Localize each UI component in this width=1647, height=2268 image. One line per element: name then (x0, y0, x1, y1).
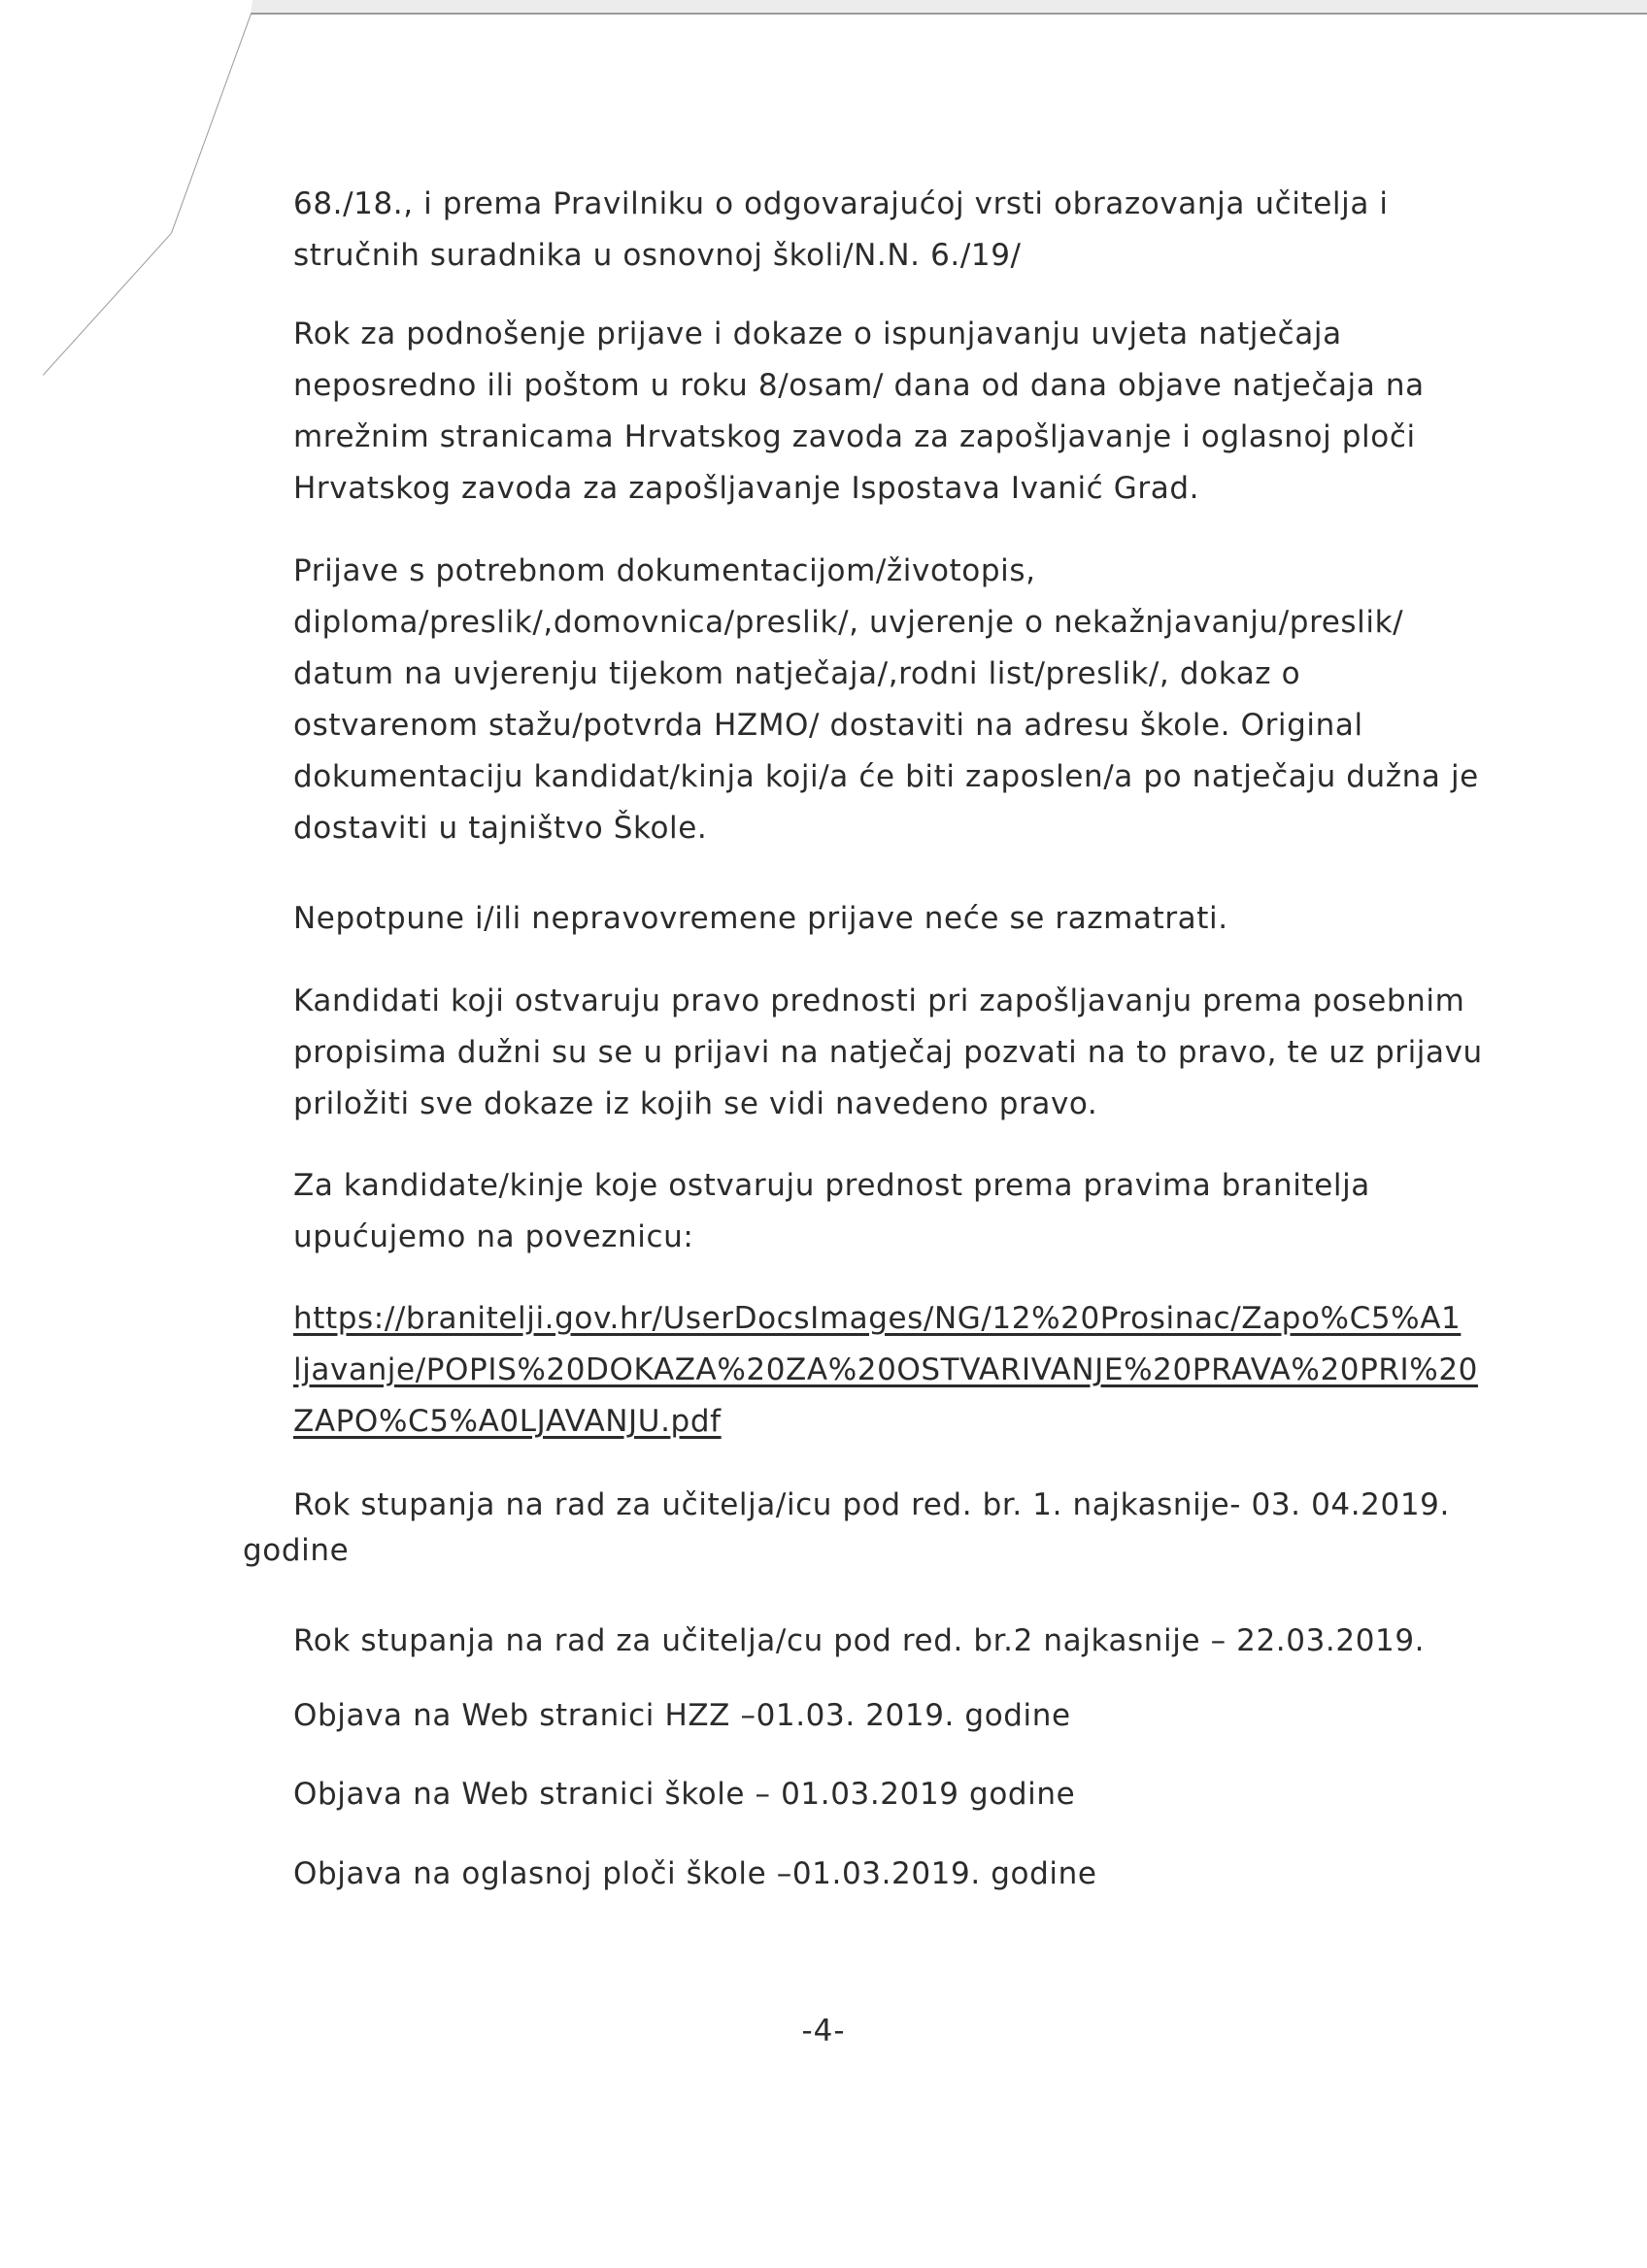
publication-school-web: Objava na Web stranici škole – 01.03.2019 godine (293, 1777, 1076, 1812)
intro-line: stručnih suradnika u osnovnoj školi/N.N. 6./19/ (293, 238, 1022, 273)
incomplete-applications-notice (293, 893, 1497, 945)
documents-line: dokumentaciju kandidat/kinja koji/a će biti zaposlen/a po natječaju dužna je (293, 759, 1479, 794)
link-line[interactable]: https://branitelji.gov.hr/UserDocsImages/NG/12%20Prosinac/Zapo%C5%A1 (293, 1301, 1462, 1336)
intro-line: 68./18., i prema Pravilniku o odgovarajućoj vrsti obrazovanja učitelja i (293, 186, 1389, 221)
start-date-2-line: Rok stupanja na rad za učitelja/cu pod red. br.2 najkasnije – 22.03.2019. (293, 1623, 1426, 1658)
priority-line: propisima dužni su se u prijavi na natječaj pozvati na to pravo, te uz prijavu (293, 1035, 1483, 1070)
deadline-line: Hrvatskog zavoda za zapošljavanje Ispostava Ivanić Grad. (293, 471, 1200, 506)
start-date-1-continuation: godine (243, 1533, 350, 1568)
veterans-line: upućujemo na poveznicu: (293, 1219, 694, 1254)
veterans-link[interactable] (293, 1293, 1497, 1448)
application-deadline-paragraph (293, 309, 1497, 515)
required-documents-paragraph (293, 546, 1497, 854)
documents-line: dostaviti u tajništvo Škole. (293, 811, 708, 846)
documents-line: datum na uvjerenju tijekom natječaja/,rodni list/preslik/, dokaz o (293, 656, 1301, 691)
priority-line: Kandidati koji ostvaruju pravo prednosti pri zapošljavanju prema posebnim (293, 984, 1465, 1018)
deadline-line: neposredno ili poštom u roku 8/osam/ dana od dana objave natječaja na (293, 368, 1425, 403)
documents-line: diploma/preslik/,domovnica/preslik/, uvjerenje o nekažnjavanju/preslik/ (293, 605, 1404, 640)
priority-line: priložiti sve dokaze iz kojih se vidi navedeno pravo. (293, 1086, 1098, 1121)
documents-line: ostvarenom stažu/potvrda HZMO/ dostaviti na adresu škole. Original (293, 708, 1363, 743)
deadline-line: Rok za podnošenje prijave i dokaze o ispunjavanju uvjeta natječaja (293, 317, 1342, 351)
publication-hzz: Objava na Web stranici HZZ –01.03. 2019. godine (293, 1698, 1071, 1733)
intro-paragraph (293, 179, 1497, 282)
publication-school-board: Objava na oglasnoj ploči škole –01.03.2019. godine (293, 1856, 1097, 1891)
priority-rights-paragraph (293, 976, 1497, 1130)
veterans-paragraph (293, 1160, 1497, 1263)
notice-line: Nepotpune i/ili nepravovremene prijave neće se razmatrati. (293, 901, 1228, 936)
deadline-line: mrežnim stranicama Hrvatskog zavoda za zapošljavanje i oglasnoj ploči (293, 419, 1416, 454)
start-date-1-line: Rok stupanja na rad za učitelja/icu pod red. br. 1. najkasnije- 03. 04.2019. (293, 1487, 1450, 1522)
link-line[interactable]: ljavanje/POPIS%20DOKAZA%20ZA%20OSTVARIVANJE%20PRAVA%20PRI%20 (293, 1352, 1478, 1387)
page-number: -4- (801, 2014, 846, 2049)
veterans-line: Za kandidate/kinje koje ostvaruju prednost prema pravima branitelja (293, 1168, 1370, 1203)
link-line[interactable]: ZAPO%C5%A0LJAVANJU.pdf (293, 1404, 722, 1439)
documents-line: Prijave s potrebnom dokumentacijom/životopis, (293, 553, 1036, 588)
